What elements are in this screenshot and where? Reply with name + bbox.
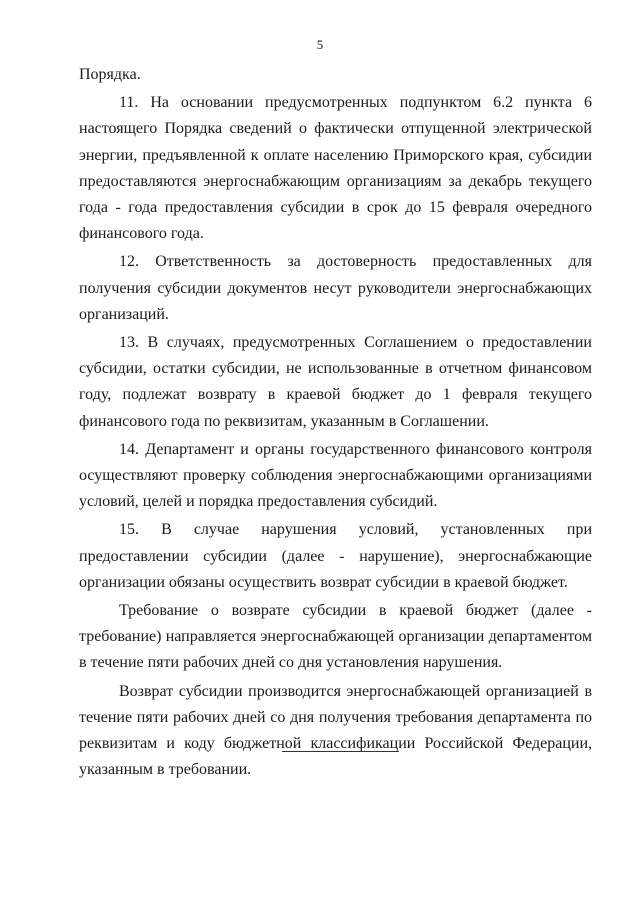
paragraph-15: 15. В случае нарушения условий, установленных при предоставлении субсидии (далее - нарушение), энергоснабжающие организации обязаны осуществить возврат субсидии в краевой бюджет.: [79, 521, 592, 591]
paragraph-12: 12. Ответственность за достоверность предоставленных для получения субсидии документов несут руководители энергоснабжающих организаций.: [79, 253, 592, 323]
document-body: [79, 62, 592, 783]
paragraph-11: 11. На основании предусмотренных подпунктом 6.2 пункта 6 настоящего Порядка сведений о фактически отпущенной электрической энергии, предъявленной к оплате населению Приморского края, субсидии предоставляются энергоснабжающим организациям за декабрь текущего года - года предоставления субсидии в срок до 15 февраля очередного финансового года.: [79, 94, 592, 243]
page-number: 5: [316, 37, 324, 52]
paragraph-14: 14. Департамент и органы государственного финансового контроля осуществляют проверку соблюдения энергоснабжающими организациями условий, целей и порядка предоставления субсидий.: [79, 440, 592, 511]
paragraph-15-requirement: Требование о возврате субсидии в краевой бюджет (далее - требование) направляется энергоснабжающей организации департаментом в течение пяти рабочих дней со дня установления нарушения.: [79, 602, 592, 672]
paragraph-13: 13. В случаях, предусмотренных Соглашением о предоставлении субсидии, остатки субсидии, не использованные в отчетном финансовом году, подлежат возврату в краевой бюджет до 1 февраля текущего финансового года по реквизитам, указанным в Соглашении.: [79, 334, 592, 430]
paragraph-continuation: Порядка.: [79, 66, 141, 83]
paragraph-15-return: Возврат субсидии производится энергоснабжающей организацией в течение пяти рабочих дней со дня получения требования департамента по реквизитам и коду бюджетной классификации Российской Федерации, указанным в требовании.: [79, 682, 592, 779]
closing-line: [282, 751, 399, 752]
